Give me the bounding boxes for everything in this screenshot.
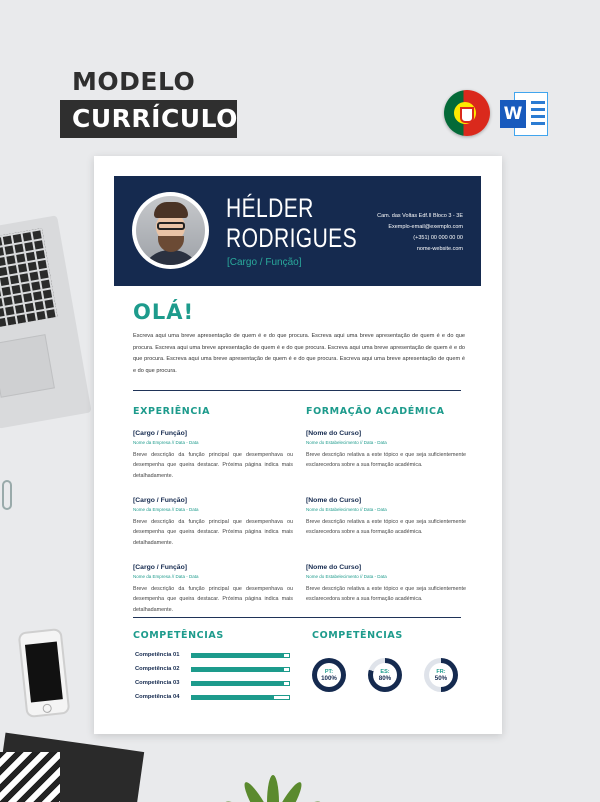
skill-label: Competência 03 [135, 680, 180, 686]
plant-decoration [212, 735, 332, 802]
entry-subtitle: Nome do Estabelecimento // Data - Data [306, 574, 387, 579]
phone-decoration [18, 628, 71, 718]
entry-subtitle: Nome do Estabelecimento // Data - Data [306, 507, 387, 512]
language-code: ES: [380, 669, 390, 675]
template-banner [60, 66, 237, 138]
skill-row [133, 692, 293, 706]
job-role: [Cargo / Função] [227, 257, 302, 268]
entry-description: Breve descrição da função principal que desempenhava ou desempenha que queira destacar. Próxima página indica mais detalhadamente. [133, 519, 293, 546]
entry-description: Breve descrição relativa a este tópico e que seja suficientemente esclarecedora sobre a sua formação académica. [306, 519, 466, 536]
entry-description: Breve descrição da função principal que desempenhava ou desempenha que queira destacar. Próxima página indica mais detalhadamente. [133, 586, 293, 613]
entry-description: Breve descrição relativa a este tópico e que seja suficientemente esclarecedora sobre a sua formação académica. [306, 586, 466, 603]
experience-item [133, 496, 293, 555]
education-item [306, 429, 466, 488]
entry-subtitle: Nome do Estabelecimento // Data - Data [306, 440, 387, 445]
contact-address: Cam. das Voltas Edf.II Bloco 3 - 3E [377, 213, 463, 219]
skill-row [133, 678, 293, 692]
experience-heading: EXPERIÊNCIA [133, 406, 211, 417]
intro-text: Escreva aqui uma breve apresentação de quem é e do que procura. Escreva aqui uma breve apresentação de quem é e do que procura. Escreva aqui uma breve apresentação de quem é e do que procura. Escreva aqui uma breve apresentação de quem é e do que procura. Escreva aqui uma breve apresentação de quem é e do que procura. Escreva aqui uma breve apresentação de quem é e do que procura. [133, 333, 465, 374]
entry-description: Breve descrição da função principal que desempenhava ou desempenha que queira destacar. Próxima página indica mais detalhadamente. [133, 452, 293, 479]
skill-label: Competência 02 [135, 666, 180, 672]
hello-heading: OLÁ! [133, 300, 195, 324]
divider [133, 390, 461, 391]
laptop-decoration [0, 215, 92, 428]
entry-subtitle: Nome da Empresa // Data - Data [133, 574, 199, 579]
skill-bar [191, 653, 290, 658]
skills-list [133, 650, 293, 706]
entry-title: [Nome do Curso] [306, 564, 362, 571]
microsoft-word-icon [500, 92, 548, 136]
language-ring-pt [312, 658, 346, 692]
skill-label: Competência 04 [135, 694, 180, 700]
language-rings [312, 658, 472, 698]
entry-title: [Cargo / Função] [133, 430, 187, 437]
entry-title: [Nome do Curso] [306, 430, 362, 437]
portugal-flag-icon [444, 90, 490, 136]
skill-bar [191, 695, 290, 700]
skill-label: Competência 01 [135, 652, 180, 658]
experience-item [133, 429, 293, 488]
banner-line-2: CURRÍCULO [60, 100, 237, 138]
language-percent: 100% [321, 675, 337, 682]
entry-title: [Cargo / Função] [133, 497, 187, 504]
language-ring-fr [424, 658, 458, 692]
profile-photo [132, 192, 209, 269]
entry-subtitle: Nome da Empresa // Data - Data [133, 507, 199, 512]
experience-list [133, 429, 293, 622]
skill-row [133, 664, 293, 678]
entry-subtitle: Nome da Empresa // Data - Data [133, 440, 199, 445]
language-percent: 80% [378, 675, 392, 682]
skill-bar [191, 681, 290, 686]
last-name: RODRIGUES [226, 223, 358, 253]
education-list [306, 429, 466, 622]
experience-item [133, 563, 293, 622]
education-heading: FORMAÇÃO ACADÉMICA [306, 406, 445, 417]
paperclip-decoration [2, 480, 12, 510]
word-letter: W [500, 100, 526, 128]
skills-heading: COMPETÊNCIAS [133, 630, 224, 641]
entry-title: [Nome do Curso] [306, 497, 362, 504]
contact-phone: (+351) 00 000 00 00 [413, 235, 463, 241]
contact-email: Exemplo-email@exemplo.com [388, 224, 463, 230]
skill-row [133, 650, 293, 664]
contact-info [377, 211, 463, 255]
languages-heading: COMPETÊNCIAS [312, 630, 403, 641]
entry-description: Breve descrição relativa a este tópico e que seja suficientemente esclarecedora sobre a sua formação académica. [306, 452, 466, 469]
language-percent: 50% [434, 675, 448, 682]
skill-bar [191, 667, 290, 672]
contact-website: nome-website.com [416, 246, 463, 252]
first-name: HÉLDER [226, 193, 314, 223]
banner-line-1: MODELO [72, 67, 196, 96]
divider [133, 617, 461, 618]
resume-page [94, 156, 502, 734]
education-item [306, 563, 466, 622]
language-ring-es [368, 658, 402, 692]
language-code: PT: [324, 669, 334, 675]
education-item [306, 496, 466, 555]
striped-decoration [0, 752, 60, 802]
language-code: FR: [436, 669, 446, 675]
resume-header [114, 176, 481, 286]
entry-title: [Cargo / Função] [133, 564, 187, 571]
